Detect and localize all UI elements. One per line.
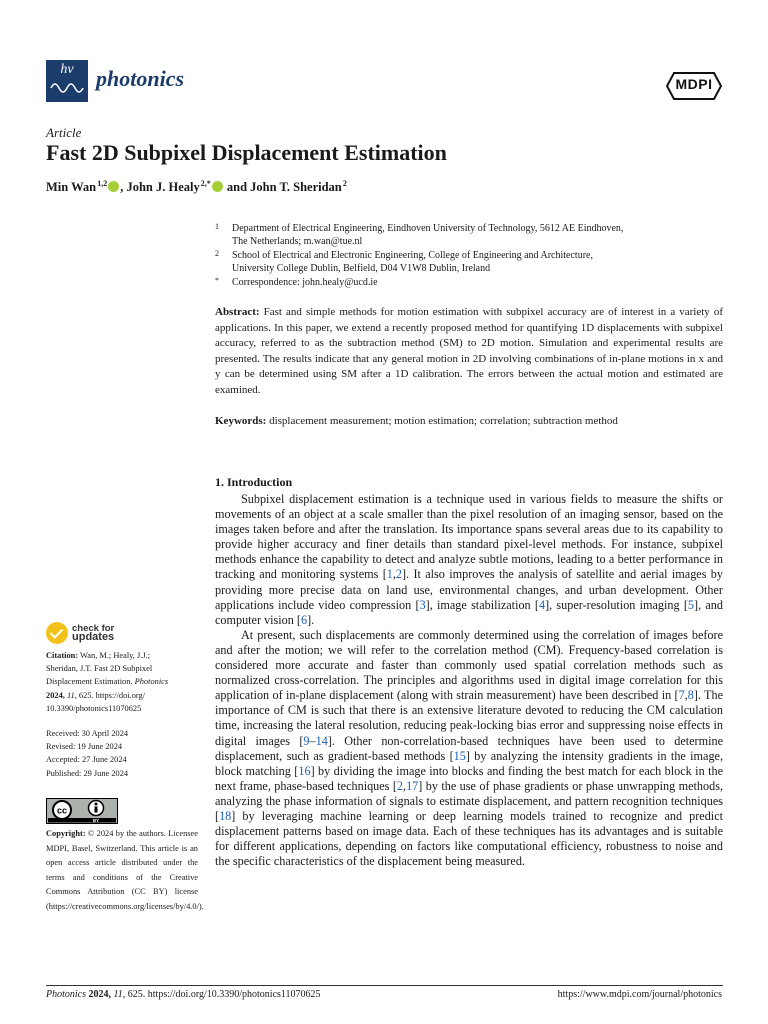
paragraph-text: ]. The importance of CM is such that there is an extensive literature devoted to reducing the CM calculation time, increasing the lateral resolution, reducing peak-locking bias error and suppressing noise effects in digital images [: [215, 688, 723, 748]
citation-link[interactable]: 6: [300, 612, 308, 627]
citation-doi[interactable]: 10.3390/photonics11070625: [46, 703, 142, 713]
abstract: [215, 305, 723, 398]
citation-link[interactable]: 18: [219, 808, 232, 823]
paragraph-text: ,: [392, 567, 396, 582]
paragraph-text: ] by dividing the image into blocks and finding the best match for each block in the next frame, phase-based techniques [: [215, 763, 723, 793]
paragraph-text: ], and computer vision [: [215, 597, 723, 627]
affiliation-item: [215, 222, 695, 248]
author-affiliation-mark: 1,2: [97, 179, 108, 188]
footer-journal-url[interactable]: https://www.mdpi.com/journal/photonics: [557, 989, 722, 1000]
citation-link[interactable]: 16: [298, 763, 311, 778]
author-list: [46, 179, 347, 195]
citation-link[interactable]: 7: [678, 688, 685, 703]
body-text: [215, 492, 723, 869]
check-line: check for: [72, 623, 115, 634]
affiliation-line: School of Electrical and Electronic Engineering, College of Engineering and Architecture,: [232, 250, 593, 261]
check-for-updates-label: [72, 624, 114, 642]
check-for-updates-button[interactable]: [46, 622, 166, 646]
author-affiliation-mark: 2: [342, 179, 347, 188]
orcid-icon[interactable]: [108, 181, 119, 192]
paragraph: [215, 628, 723, 870]
copyright-label: Copyright:: [46, 829, 86, 838]
dates-block: [46, 727, 198, 780]
paragraph-text: ], super-resolution imaging [: [545, 597, 688, 612]
affiliation-mark: 1: [215, 222, 219, 231]
abstract-text: Fast and simple methods for motion estimation with subpixel accuracy are of interest in a variety of applications. In this paper, we extend a recently proposed method for quantifying 1D displacements with subpixel accuracy, referred to as the subtraction method (SM) to 2D motion. Simulation and experimental results are presented. The results indicate that any general motion in 2D involving combinations of in-plane motions in x and y can be determined using SM after a 1D calibration. The errors between the actual motion and estimated are examined.: [215, 306, 723, 396]
footer-volume: 11,: [113, 989, 126, 1000]
keywords-text: displacement measurement; motion estimation; correlation; subtraction method: [269, 415, 618, 427]
affiliation-mark: 2: [215, 249, 219, 258]
date-accepted: Accepted: 27 June 2024: [46, 755, 127, 765]
paragraph-text: ] by the use of phase gradients or phase unwrapping methods, analyzing the phase information of signals to estimate displacement, and pattern recognition techniques [: [215, 778, 723, 823]
affiliation-line: The Netherlands; m.wan@tue.nl: [232, 236, 363, 247]
date-received: Received: 30 April 2024: [46, 729, 129, 738]
check-line: updates: [72, 631, 115, 643]
affiliation-line: Department of Electrical Engineering, Eindhoven University of Technology, 5612 AE Eindhoven,: [232, 223, 624, 234]
citation-link[interactable]: 4: [538, 597, 546, 612]
journal-name: photonics: [96, 66, 185, 91]
citation-text: Sheridan, J.T. Fast 2D Subpixel: [46, 664, 153, 674]
paragraph-text: ]. It also improves the analysis of satellite and aerial images by providing more precise data on land use, environmental changes, and urban development. Other applications include video compression [: [215, 567, 723, 612]
cc-by-license-icon[interactable]: [46, 798, 118, 824]
author-name: John T. Sheridan: [250, 180, 342, 195]
keywords-label: Keywords:: [215, 415, 267, 427]
paragraph-text: ], image stabilization [: [425, 597, 539, 612]
footer-journal: Photonics: [46, 989, 86, 1000]
journal-logo-text: hv: [60, 62, 74, 77]
correspondence-line: Correspondence: john.healy@ucd.ie: [232, 277, 378, 288]
citation-doi-prefix[interactable]: 625. https://doi.org/: [76, 690, 146, 700]
date-revised: Revised: 19 June 2024: [46, 742, 123, 752]
article-type: Article: [46, 125, 82, 140]
paragraph-text: Subpixel displacement estimation is a technique used in various fields to measure the shifts or movements of an object at a scale smaller than the pixel resolution of an imaging sensor, based on the images taken before and after the translation. Its importance spans several areas due to its capability to provide higher accuracy and finer details than standard pixel-level methods. For instance, subpixel methods enhance the capability to detect and analyze subtle motions, leading to a better performance in tracking and monitoring systems [: [215, 492, 723, 582]
abstract-label: Abstract:: [215, 306, 260, 318]
citation-link[interactable]: 9: [303, 733, 310, 748]
affiliation-mark: *: [215, 276, 219, 285]
section-heading: 1. Introduction: [215, 475, 293, 489]
cc-text: cc: [56, 805, 68, 816]
author-separator: and: [223, 180, 251, 195]
paragraph-text: ].: [307, 612, 315, 627]
paragraph-text: ] by analyzing the intensity gradients in the image, block matching [: [215, 748, 723, 778]
citation-link[interactable]: 8: [687, 688, 694, 703]
keywords: [215, 414, 723, 429]
copyright-text: © 2024 by the authors. Licensee MDPI, Basel, Switzerland. This article is an open access article distributed under the terms and conditions of the Creative Commons Attribution (CC BY) license (https://creativecommons.org/licenses/by/4.0/).: [46, 829, 204, 911]
paragraph-text: ,: [684, 688, 688, 703]
citation-link[interactable]: 14: [315, 733, 328, 748]
by-text: BY: [92, 818, 100, 823]
citation-text: Wan, M.; Healy, J.J.;: [78, 651, 151, 660]
date-published: Published: 29 June 2024: [46, 768, 129, 778]
check-for-updates-icon: [46, 622, 68, 644]
footer-divider: [46, 985, 723, 986]
publisher-name: MDPI: [675, 76, 713, 92]
footer-year: 2024,: [88, 989, 111, 1000]
citation-volume: 11,: [64, 690, 77, 700]
citation-link[interactable]: 2: [396, 778, 404, 793]
citation-text: Displacement Estimation.: [46, 677, 135, 687]
footer-citation: [46, 989, 321, 1000]
paragraph-text: ] by leveraging machine learning or deep learning models trained to recognize and predict displacement patterns based on image data. Each of these techniques has its advantages and is suitable for different applications, depending on factors like computational efficiency, robustness to noise and the specific characteristics of the displacement being measured.: [215, 808, 723, 869]
paragraph-text: –: [309, 733, 316, 748]
citation-link[interactable]: 5: [687, 597, 695, 612]
orcid-icon[interactable]: [212, 181, 223, 192]
affiliation-line: University College Dublin, Belfield, D04 V1W8 Dublin, Ireland: [232, 263, 491, 274]
paragraph-text: ]. Other non-correlation-based techniques have been used to determine displacement, such as gradient-based methods [: [215, 733, 723, 763]
paragraph-text: At present, such displacements are commonly determined using the correlation of images before and after the motion; we will refer to the correlation method (CM). Frequency-based correlation is considered more accurate and faster than commonly used spatial correlation methods such as normalized cross-correlation. The principles and algorithms used in digital image correlation for this application of in-plane displacement (along with strain measurement) have been described in [: [215, 627, 723, 703]
citation-link[interactable]: 3: [419, 597, 426, 612]
affiliation-item: [215, 249, 695, 275]
affiliation-item: [215, 276, 695, 289]
citation-block: [46, 649, 198, 715]
author-name: Min Wan: [46, 180, 97, 195]
author-separator: ,: [120, 180, 127, 195]
author-affiliation-mark: 2,*: [200, 179, 211, 188]
author-name: John J. Healy: [126, 180, 200, 195]
citation-link[interactable]: 2: [395, 567, 402, 582]
citation-link[interactable]: 15: [453, 748, 466, 763]
footer-doi[interactable]: 625. https://doi.org/10.3390/photonics11070625: [125, 989, 321, 1000]
copyright-notice: [46, 827, 204, 915]
citation-link[interactable]: 1: [386, 567, 393, 582]
citation-label: Citation:: [46, 651, 79, 660]
citation-journal: Photonics: [134, 677, 169, 687]
paragraph-text: ,: [403, 778, 407, 793]
journal-logo: [46, 60, 88, 102]
article-title: Fast 2D Subpixel Displacement Estimation: [46, 140, 447, 165]
citation-year: 2024,: [46, 690, 65, 700]
paragraph: [215, 492, 723, 628]
citation-link[interactable]: 17: [406, 778, 419, 793]
wave-icon: [50, 80, 84, 96]
